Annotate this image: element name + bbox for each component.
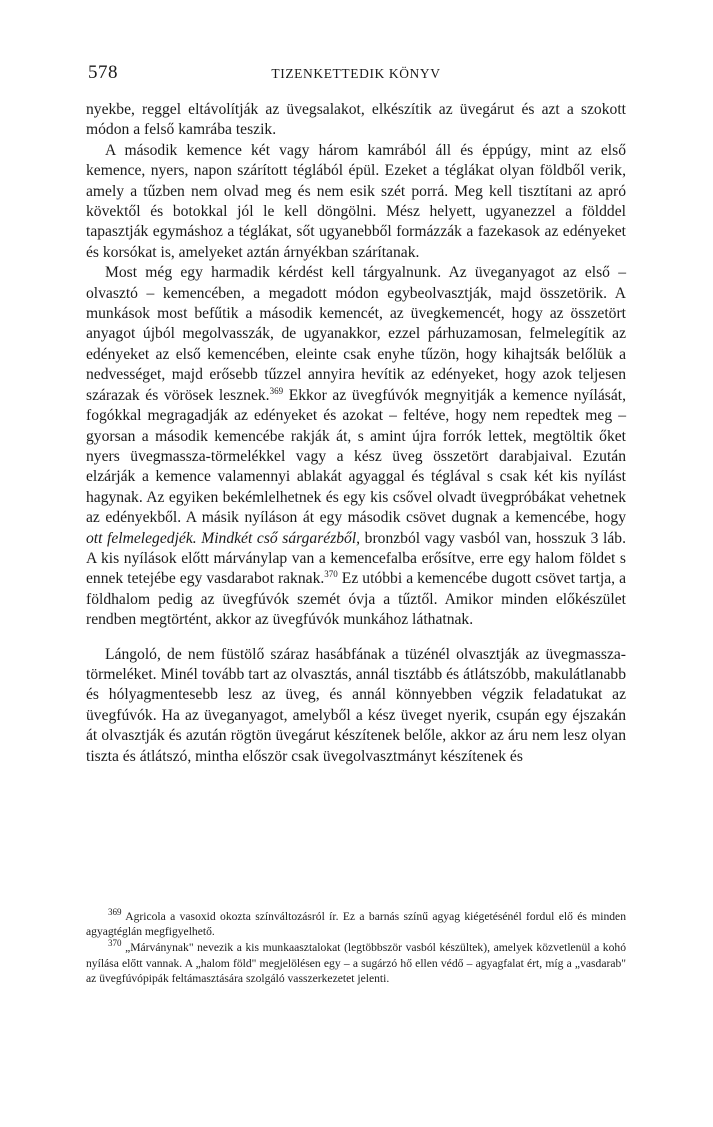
- page-number: 578: [88, 62, 118, 83]
- paragraph-continued: nyekbe, reggel eltávolítják az üvegsalakot, elkészítik az üvegárut és azt a szokott módon a felső kamrába teszik.: [86, 101, 626, 139]
- body-text: [86, 100, 626, 767]
- paragraph-melting: Lángoló, de nem füstölő száraz hasábfának a tüzénél olvasztják az üvegmassza-törmeléket. Minél tovább tart az olvasztás, annál tisztább és átlátszóbb, makulátlanabb és hólyagmentesebb lesz az üveg, és annál könnyebben végzik feladatukat az üvegfúvók. Ha az üveganyagot, amelyből a kész üveget nyerik, csupán egy éjszakán át olvasztják és azután rögtön üvegárut készítenek belőle, akkor az áru nem lesz olyan tiszta és átlátszó, mintha először csak üvegolvasztmányt készítenek és: [86, 645, 626, 765]
- paragraph-third-question: Most még egy harmadik kérdést kell tárgyalnunk. Az üveganyagot az első – olvasztó – kemencében, a megadott módon egybeolvasztják, majd összetörik. A munkások most befűtik a második kemencét, az üvegkemencét, hogy az összetört anyagot újból megolvasszák, de ugyanakkor, ezzel párhuzamosan, felmelegítik az edényeket az első kemencében, eleinte csak enyhe tűzön, hogy kihajtsák belőlük a nedvességet, majd erősebb tűzzel annyira hevítik az edényeket, hogy azok teljesen szárazak és vörösek lesznek.$^{369}$ Ekkor az üvegfúvók megnyitják a kemence nyílását, fogókkal megragadják az edényeket és azokat – feltéve, hogy nem repedtek meg – gyorsan a második kemencébe rakják át, s amint újra forrók lettek, megtöltik őket nyers üvegmassza-törmelékkel vagy a kész üveg összetört darabjaival. Ezután elzárják a kemence valamennyi ablakát agyaggal és téglával s csak két kis nyílást hagynak. Az egyiken bekémlelhetnek és egy kis csővel olvadt üvegpróbákat vehetnek az edényekből. A másik nyíláson át egy második csövet dugnak a kemencébe, hogy ott felmelegedjék. Mindkét cső sárgarézből, bronzból vagy vasból van, hosszuk 3 láb. A kis nyílások előtt márványlap van a kemencefalba erősítve, erre egy halom földet s ennek tetejébe egy vasdarabot raknak.$^{370}$ Ez utóbbi a kemencébe dugott csövet tartja, a földhalom pedig az üvegfúvók szemét óvja a tűztől. Amikor minden előkészület rendben megtörtént, akkor az üvegfúvók munkához láthatnak.: [86, 264, 626, 629]
- footnote-ref-370[interactable]: 370: [324, 569, 338, 580]
- footnote-369: $^{369}$ Agricola a vasoxid okozta színváltozásról ír. Ez a barnás színű agyag kiégetésénél fordul elő és minden agyagtéglán megfigyelhető.: [86, 907, 626, 939]
- footnote-number: 370: [108, 938, 122, 949]
- footnotes: [86, 909, 626, 986]
- footnote-number: 369: [108, 907, 122, 918]
- italic-passage: ott felmelegedjék. Mindkét cső sárgarézből,: [86, 529, 361, 547]
- footnote-ref-369[interactable]: 369: [269, 385, 284, 396]
- chapter-title: TIZENKETTEDIK KÖNYV: [271, 66, 441, 81]
- footnote-370: $^{370}$ „Márványnak" nevezik a kis munkaasztalokat (legtöbbször vasból készültek), amelyek közvetlenül a kohó nyílása előtt vannak. A „halom föld" megjelölésen egy – a sugárzó hő ellen védő – agyagfalat ért, míg a „vasdarab" az üvegfúvópipák feltámasztására szolgáló vasszerkezetet jelenti.: [86, 938, 626, 985]
- book-page: [86, 62, 626, 767]
- paragraph-second-furnace: A második kemence két vagy három kamrából áll és éppúgy, mint az első kemence, nyers, napon szárított téglából épül. Ezeket a téglákat olyan földből verik, amely a tűzben nem olvad meg és nem esik szét porrá. Meg kell tisztítani az apró kövektől és botokkal jól le kell döngölni. Mész helyett, ugyanezzel a földdel tapasztják egymáshoz a téglákat, sőt ugyanebből formázzák a fazekasok az edényeket és korsókat is, amelyeket aztán árnyékban szárítanak.: [86, 141, 626, 261]
- running-head: [86, 62, 626, 92]
